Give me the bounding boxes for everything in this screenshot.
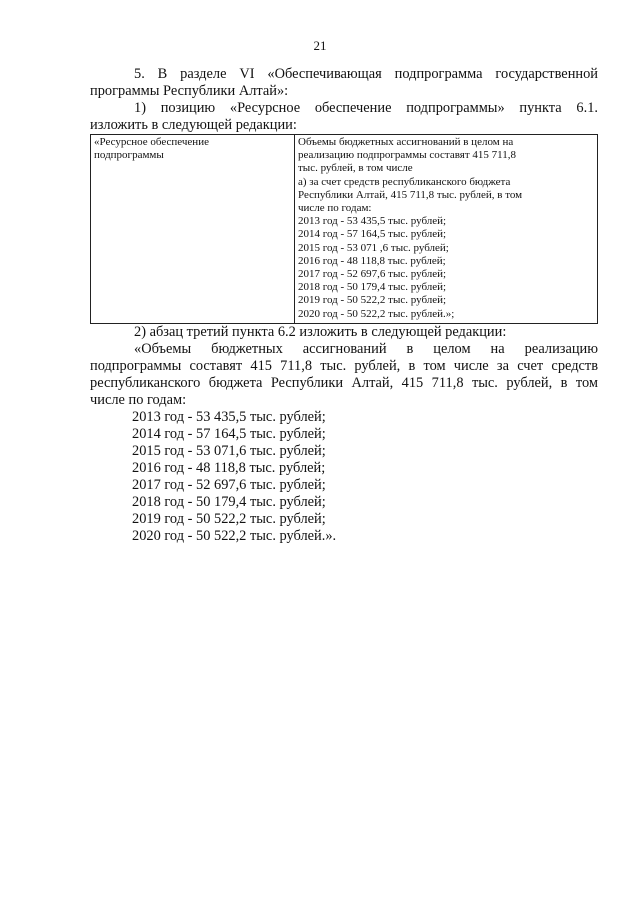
list-item: 2019 год - 50 522,2 тыс. рублей; <box>132 510 326 527</box>
paragraph-line: числе по годам: <box>90 391 187 408</box>
list-item: 2015 год - 53 071,6 тыс. рублей; <box>132 442 326 459</box>
cell-line: подпрограммы <box>94 149 164 162</box>
paragraph-line: «Объемы бюджетных ассигнований в целом на реализацию <box>134 340 598 357</box>
table-cell-label <box>91 135 295 324</box>
cell-line: 2013 год - 53 435,5 тыс. рублей; <box>298 215 447 228</box>
cell-line: 2014 год - 57 164,5 тыс. рублей; <box>298 228 447 241</box>
cell-line: Объемы бюджетных ассигнований в целом на <box>298 136 514 148</box>
list-item: 2017 год - 52 697,6 тыс. рублей; <box>132 476 326 493</box>
cell-line: тыс. рублей, в том числе <box>298 162 413 175</box>
cell-line: 2020 год - 50 522,2 тыс. рублей.»; <box>298 307 455 320</box>
resource-table <box>90 134 598 324</box>
cell-line: «Ресурсное обеспечение <box>94 136 209 148</box>
cell-line: 2019 год - 50 522,2 тыс. рублей; <box>298 294 447 307</box>
paragraph-line: 5. В разделе VI «Обеспечивающая подпрограмма государственной <box>134 66 598 82</box>
paragraph-quote <box>90 341 598 409</box>
paragraph-item5 <box>90 66 598 100</box>
cell-line: 2018 год - 50 179,4 тыс. рублей; <box>298 281 447 294</box>
table-cell-value <box>295 135 598 324</box>
page-number: 21 <box>313 38 327 53</box>
document-body <box>90 66 598 545</box>
list-item: 2018 год - 50 179,4 тыс. рублей; <box>132 493 326 510</box>
paragraph-line: программы Республики Алтай»: <box>90 83 289 99</box>
paragraph-line: 1) позицию «Ресурсное обеспечение подпрограммы» пункта 6.1. <box>134 100 598 116</box>
paragraph-item2 <box>90 324 598 341</box>
cell-line: Республики Алтай, 415 711,8 тыс. рублей, в том <box>298 188 523 201</box>
cell-line: 2017 год - 52 697,6 тыс. рублей; <box>298 268 447 281</box>
table-row <box>91 135 598 324</box>
paragraph-line: подпрограммы составят 415 711,8 тыс. рублей, в том числе за счет средств <box>90 357 598 374</box>
list-item: 2014 год - 57 164,5 тыс. рублей; <box>132 425 326 442</box>
year-list <box>90 409 598 545</box>
paragraph-line: республиканского бюджета Республики Алтай, 415 711,8 тыс. рублей, в том <box>90 374 598 391</box>
paragraph-line: 2) абзац третий пункта 6.2 изложить в следующей редакции: <box>134 323 507 340</box>
paragraph-item1 <box>90 100 598 134</box>
cell-line: реализацию подпрограммы составят 415 711,8 <box>298 149 516 162</box>
cell-line: а) за счет средств республиканского бюджета <box>298 175 511 188</box>
paragraph-line: изложить в следующей редакции: <box>90 117 297 133</box>
list-item: 2013 год - 53 435,5 тыс. рублей; <box>132 408 326 425</box>
cell-line: числе по годам: <box>298 202 372 215</box>
cell-line: 2016 год - 48 118,8 тыс. рублей; <box>298 254 446 267</box>
list-item: 2020 год - 50 522,2 тыс. рублей.». <box>132 527 337 544</box>
cell-line: 2015 год - 53 071 ,6 тыс. рублей; <box>298 241 449 254</box>
list-item: 2016 год - 48 118,8 тыс. рублей; <box>132 459 326 476</box>
